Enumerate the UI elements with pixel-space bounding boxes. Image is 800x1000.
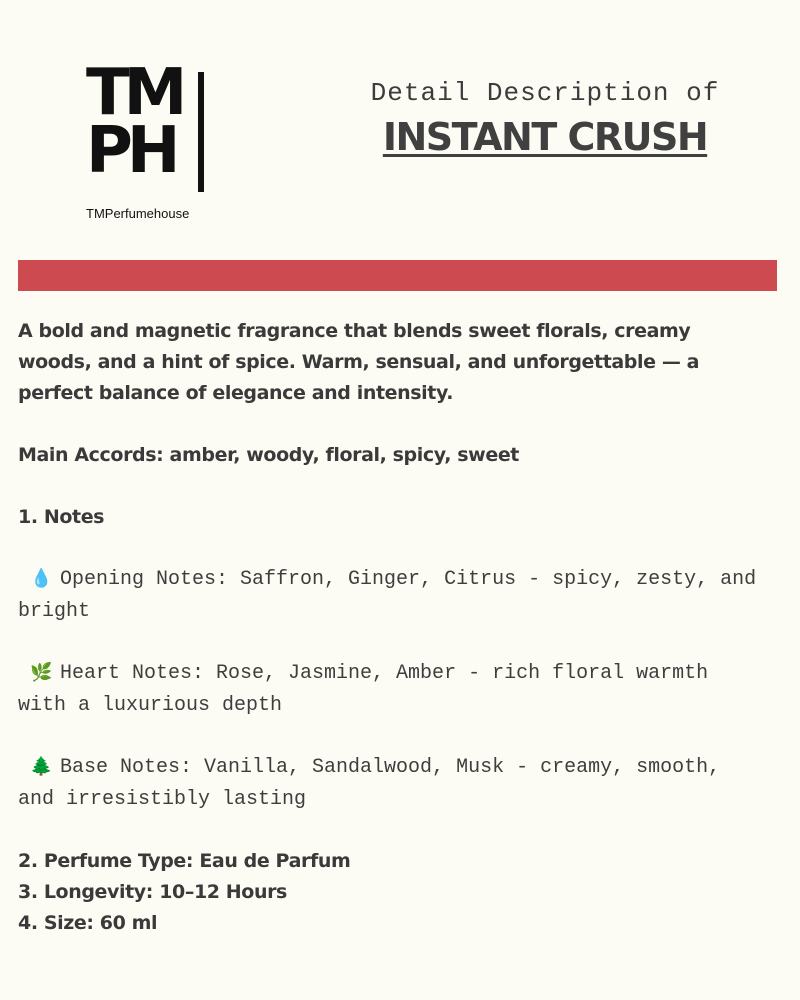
size: 4. Size: 60 ml (18, 912, 158, 934)
droplet-icon: 💧 (30, 570, 53, 590)
page-subtitle: Detail Description of (370, 78, 720, 108)
heart-notes-text: Heart Notes: Rose, Jasmine, Amber - rich floral warmth with a luxurious depth (18, 662, 709, 717)
logo-mark-line-2: PH (86, 114, 175, 188)
perfume-type: 2. Perfume Type: Eau de Parfum (18, 850, 351, 872)
accent-band (18, 260, 777, 291)
logo-bar (198, 72, 204, 192)
opening-notes-text: Opening Notes: Saffron, Ginger, Citrus - spicy, zesty, and bright (18, 568, 757, 623)
page-heading (360, 76, 730, 160)
description-paragraph: A bold and magnetic fragrance that blends sweet florals, creamy woods, and a hint of spice. Warm, sensual, and unforgettable — a perfect balance of elegance and intensity. (18, 320, 700, 404)
heart-notes (18, 658, 758, 721)
longevity: 3. Longevity: 10–12 Hours (18, 881, 287, 903)
herb-icon: 🌿 (30, 664, 53, 684)
base-notes-text: Base Notes: Vanilla, Sandalwood, Musk - creamy, smooth, and irresistibly lasting (18, 756, 721, 811)
description-body (18, 316, 758, 939)
base-notes (18, 752, 758, 815)
notes-heading: 1. Notes (18, 506, 105, 528)
brand-logo (86, 56, 226, 234)
opening-notes (18, 564, 758, 627)
logo-mark (86, 56, 206, 188)
page-title: INSTANT CRUSH (382, 115, 708, 159)
logo-mark-line-1: TM (86, 56, 182, 130)
brand-name: TMPerfumehouse (86, 206, 190, 221)
main-accords: Main Accords: amber, woody, floral, spicy, sweet (18, 444, 519, 466)
evergreen-tree-icon: 🌲 (30, 758, 53, 778)
